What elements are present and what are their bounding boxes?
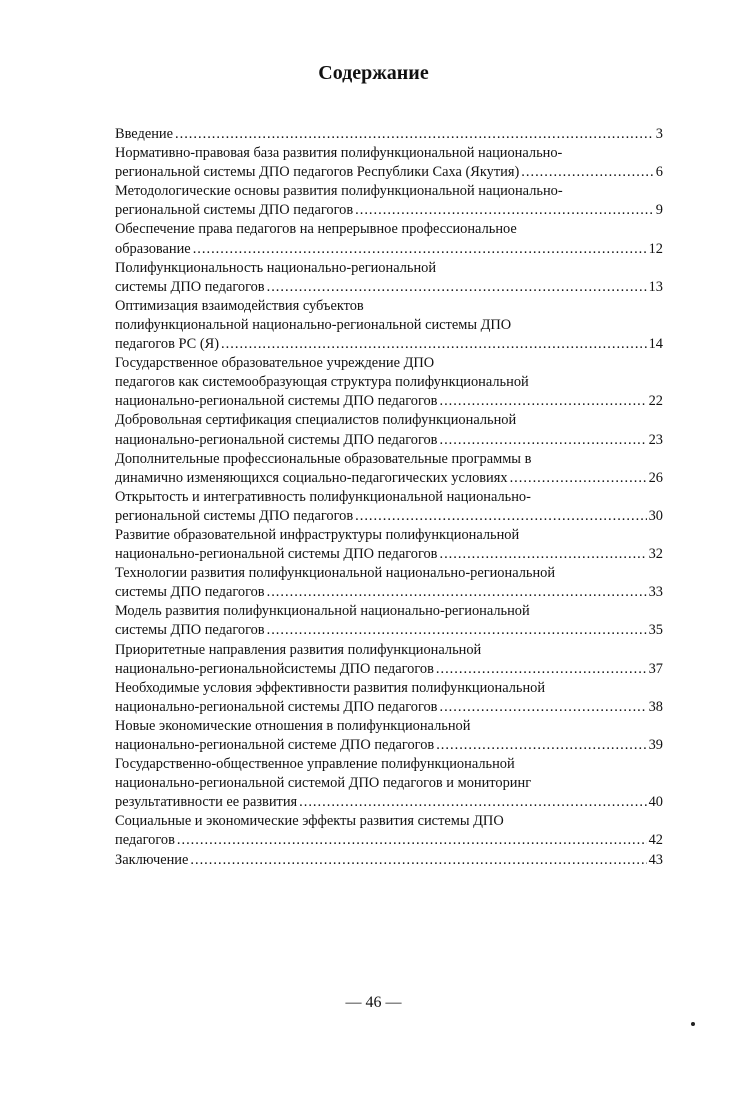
- toc-entry-line: национально-региональнойсистемы ДПО педагогов: [115, 660, 434, 677]
- toc-entry-line: педагогов: [115, 832, 175, 849]
- toc-entry-line: национально-региональной системе ДПО педагогов: [115, 737, 435, 753]
- toc-entry-line: Модель развития полифункциональной национально-региональной: [115, 603, 530, 620]
- toc-entry: [115, 851, 663, 870]
- toc-entry-line: Государственно-общественное управление полифункциональной: [115, 756, 515, 773]
- toc-entry: [115, 259, 663, 297]
- toc-entry-last-line: [115, 431, 663, 450]
- toc-page-number: 12: [648, 240, 663, 257]
- toc-page-number: 33: [648, 584, 663, 601]
- toc-entry: [115, 125, 663, 144]
- dot-leader: [439, 392, 646, 411]
- toc-entry-line: национально-региональной системы ДПО педагогов: [115, 698, 438, 715]
- toc-entry: [115, 812, 663, 850]
- toc-entry-line: региональной системы ДПО педагогов: [115, 202, 354, 219]
- toc-entry: [115, 564, 663, 602]
- toc-entry: [115, 297, 663, 354]
- toc-entry-line: полифункциональной национально-региональной системы ДПО: [115, 316, 512, 333]
- dot-leader: [267, 621, 647, 640]
- toc-entry-line: национально-региональной системы ДПО педагогов: [115, 431, 438, 448]
- toc-entry: [115, 679, 663, 717]
- toc-page-number: 9: [655, 202, 663, 219]
- dot-leader: [190, 851, 646, 870]
- toc-entry: [115, 526, 663, 564]
- dot-leader: [439, 545, 646, 564]
- toc-entry: [115, 641, 663, 679]
- toc-page-number: 13: [648, 278, 663, 295]
- toc-entry-line: национально-региональной системы ДПО педагогов: [115, 546, 438, 563]
- toc-page-number: 30: [648, 507, 663, 524]
- toc-entry-line: Оптимизация взаимодействия субъектов: [115, 297, 364, 314]
- toc-entry-line: системы ДПО педагогов: [115, 584, 265, 601]
- toc-entry-last-line: [115, 507, 663, 526]
- toc-entry-last-line: [115, 660, 663, 679]
- toc-entry-last-line: [115, 698, 663, 717]
- page-title: Содержание: [318, 62, 429, 84]
- toc-entry-line: Необходимые условия эффективности развития полифункциональной: [115, 679, 546, 696]
- dot-leader: [193, 240, 647, 259]
- dot-leader: [439, 431, 646, 450]
- scan-speck: [691, 1022, 695, 1026]
- dot-leader: [439, 698, 646, 717]
- toc-page-number: 3: [655, 126, 663, 142]
- toc-entry-line: педагогов как системообразующая структура полифункциональной: [115, 374, 529, 391]
- dot-leader: [436, 736, 646, 755]
- toc-entry-line: Приоритетные направления развития полифункциональной: [115, 641, 482, 658]
- toc-page-number: 43: [648, 851, 663, 868]
- dot-leader: [355, 507, 646, 526]
- toc-entry: [115, 717, 663, 755]
- toc-entry-last-line: [115, 392, 663, 411]
- toc-entry-line: педагогов РС (Я): [115, 336, 220, 353]
- toc-entry-line: результативности ее развития: [115, 794, 298, 811]
- toc-entry-line: Полифункциональность национально-региональной: [115, 259, 437, 276]
- toc-page-number: 40: [648, 794, 663, 811]
- toc-entry-last-line: [115, 469, 663, 488]
- toc-page-number: 14: [648, 336, 663, 353]
- toc-entry-last-line: [115, 736, 663, 755]
- dot-leader: [267, 278, 647, 297]
- toc-entry-line: региональной системы ДПО педагогов: [115, 507, 354, 524]
- toc-page-number: 6: [655, 164, 663, 181]
- dot-leader: [267, 583, 647, 602]
- toc-page-number: 42: [648, 832, 663, 849]
- toc-entry-last-line: [115, 831, 663, 850]
- toc-page-number: 23: [648, 431, 663, 448]
- toc-page-number: 32: [648, 546, 663, 563]
- toc-entry-last-line: [115, 201, 663, 220]
- toc-entry-line: Добровольная сертификация специалистов полифункциональной: [115, 412, 517, 429]
- toc-page-number: 38: [648, 698, 663, 715]
- toc-entry: [115, 755, 663, 812]
- toc-entry-last-line: [115, 851, 663, 870]
- table-of-contents: [115, 125, 663, 870]
- toc-entry-line: Нормативно-правовая база развития полифункциональной национально-: [115, 145, 563, 162]
- toc-entry-last-line: [115, 163, 663, 182]
- toc-entry-line: региональной системы ДПО педагогов Республики Саха (Якутия): [115, 164, 520, 181]
- dot-leader: [175, 125, 654, 144]
- toc-entry: [115, 220, 663, 258]
- toc-entry: [115, 144, 663, 182]
- toc-entry-line: системы ДПО педагогов: [115, 622, 265, 639]
- toc-entry-last-line: [115, 583, 663, 602]
- toc-entry: [115, 602, 663, 640]
- toc-page-number: 39: [648, 737, 663, 753]
- dot-leader: [355, 201, 654, 220]
- page-number: — 46 —: [345, 994, 402, 1011]
- toc-entry-last-line: [115, 125, 663, 144]
- toc-entry-last-line: [115, 335, 663, 354]
- toc-page-number: 22: [648, 393, 663, 410]
- toc-entry-line: Государственное образовательное учреждение ДПО: [115, 355, 435, 372]
- toc-entry-line: национально-региональной системы ДПО педагогов: [115, 393, 438, 410]
- toc-entry-line: Методологические основы развития полифункциональной национально-: [115, 183, 563, 200]
- toc-entry-line: Технологии развития полифункциональной национально-региональной: [115, 565, 556, 582]
- toc-entry: [115, 182, 663, 220]
- toc-entry: [115, 450, 663, 488]
- toc-entry-line: Развитие образовательной инфраструктуры полифункциональной: [115, 526, 520, 543]
- toc-entry-line: Открытость и интегративность полифункциональной национально-: [115, 488, 531, 505]
- toc-entry-last-line: [115, 621, 663, 640]
- toc-entry-last-line: [115, 278, 663, 297]
- toc-entry-line: национально-региональной системой ДПО педагогов и мониторинг: [115, 775, 532, 792]
- toc-entry: [115, 354, 663, 411]
- toc-entry-line: Введение: [115, 126, 174, 142]
- toc-entry-line: образование: [115, 240, 191, 257]
- dot-leader: [221, 335, 647, 354]
- toc-entry-line: Социальные и экономические эффекты развития системы ДПО: [115, 813, 504, 830]
- toc-entry: [115, 488, 663, 526]
- toc-entry-line: динамично изменяющихся социально-педагогических условиях: [115, 469, 508, 486]
- toc-page-number: 26: [648, 469, 663, 486]
- toc-entry-line: Новые экономические отношения в полифункциональной: [115, 717, 471, 734]
- toc-entry-line: Дополнительные профессиональные образовательные программы в: [115, 450, 532, 467]
- toc-page-number: 37: [648, 660, 663, 677]
- toc-entry-last-line: [115, 240, 663, 259]
- toc-entry-line: Заключение: [115, 851, 189, 868]
- toc-entry-last-line: [115, 793, 663, 812]
- toc-page-number: 35: [648, 622, 663, 639]
- toc-entry-line: Обеспечение права педагогов на непрерывное профессиональное: [115, 221, 517, 238]
- toc-entry: [115, 411, 663, 449]
- toc-entry-line: системы ДПО педагогов: [115, 278, 265, 295]
- dot-leader: [521, 163, 654, 182]
- dot-leader: [436, 660, 647, 679]
- toc-entry-last-line: [115, 545, 663, 564]
- dot-leader: [510, 469, 647, 488]
- dot-leader: [177, 831, 647, 850]
- dot-leader: [299, 793, 646, 812]
